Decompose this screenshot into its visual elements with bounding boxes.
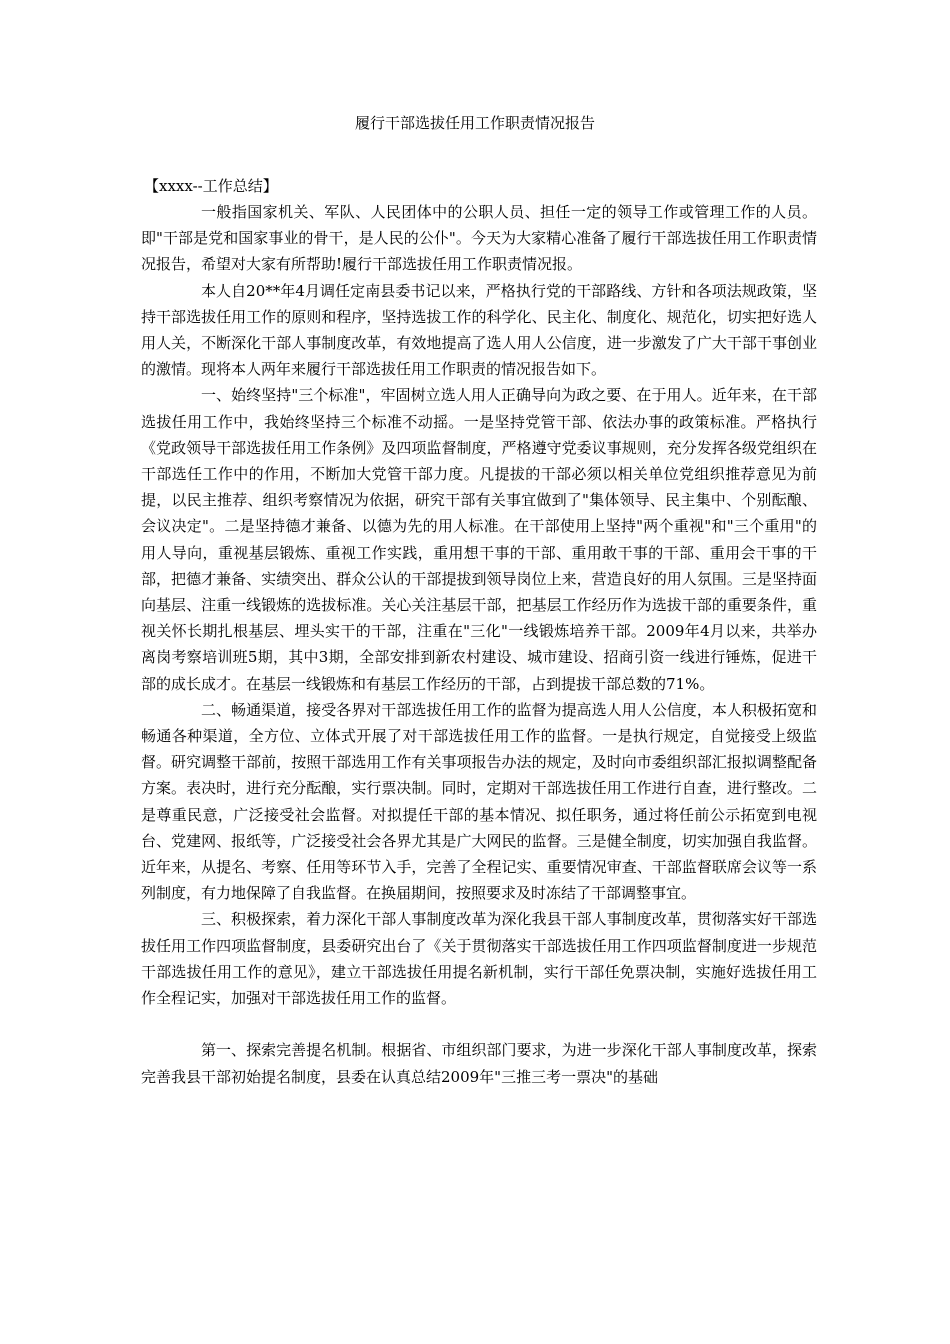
paragraph-section-two: 二、畅通渠道，接受各界对干部选拔任用工作的监督为提高选人用人公信度，本人积极拓宽和畅通各种渠道，全方位、立体式开展了对干部选拔任用工作的监督。一是执行规定，自觉接受上级监督。研究调整干部前，按照干部选用工作有关事项报告办法的规定，及时向市委组织部汇报拟调整配备方案。表决时，进行充分酝酿，实行票决制。同时，定期对干部选拔任用工作进行自查，进行整改。二是尊重民意，广泛接受社会监督。对拟提任干部的基本情况、拟任职务，通过将任前公示拓宽到电视台、党建网、报纸等，广泛接受社会各界尤其是广大网民的监督。三是健全制度，切实加强自我监督。近年来，从提名、考察、任用等环节入手，完善了全程记实、重要情况审查、干部监督联席会议等一系列制度，有力地保障了自我监督。在换届期间，按照要求及时冻结了干部调整事宜。	[141, 700, 817, 903]
document-body	[141, 173, 817, 1090]
paragraph-section-one: 一、始终坚持"三个标准"，牢固树立选人用人正确导向为政之要、在于用人。近年来，在干部选拔任用工作中，我始终坚持三个标准不动摇。一是坚持党管干部、依法办事的政策标准。严格执行《党政领导干部选拔任用工作条例》及四项监督制度，严格遵守党委议事规则，充分发挥各级党组织在干部选任工作中的作用，不断加大党管干部力度。凡提拔的干部必须以相关单位党组织推荐意见为前提，以民主推荐、组织考察情况为依据，研究干部有关事宜做到了"集体领导、民主集中、个别酝酿、会议决定"。二是坚持德才兼备、以德为先的用人标准。在干部使用上坚持"两个重视"和"三个重用"的用人导向，重视基层锻炼、重视工作实践，重用想干事的干部、重用敢干事的干部、重用会干事的干部，把德才兼备、实绩突出、群众公认的干部提拔到领导岗位上来，营造良好的用人氛围。三是坚持面向基层、注重一线锻炼的选拔标准。关心关注基层干部，把基层工作经历作为选拔干部的重要条件，重视关怀长期扎根基层、埋头实干的干部，注重在"三化"一线锻炼培养干部。2009年4月以来，共举办离岗考察培训班5期，其中3期，全部安排到新农村建设、城市建设、招商引资一线进行锤炼，促进干部的成长成才。在基层一线锻炼和有基层工作经历的干部，占到提拔干部总数的71%。	[141, 386, 817, 693]
paragraph-section-three: 三、积极探索，着力深化干部人事制度改革为深化我县干部人事制度改革，贯彻落实好干部选拔任用工作四项监督制度，县委研究出台了《关于贯彻落实干部选拔任用工作四项监督制度进一步规范干部选拔任用工作的意见》，建立干部选拔任用提名新机制，实行干部任免票决制，实施好选拔任用工作全程记实，加强对干部选拔任用工作的监督。	[141, 910, 817, 1008]
paragraph-background: 本人自20**年4月调任定南县委书记以来，严格执行党的干部路线、方针和各项法规政策，坚持干部选拔任用工作的原则和程序，坚持选拔工作的科学化、民主化、制度化、规范化，切实把好选人用人关，不断深化干部人事制度改革，有效地提高了选人用人公信度，进一步激发了广大干部干事创业的激情。现将本人两年来履行干部选拔任用工作职责的情况报告如下。	[141, 281, 817, 379]
paragraph-intro: 一般指国家机关、军队、人民团体中的公职人员、担任一定的领导工作或管理工作的人员。即"干部是党和国家事业的骨干，是人民的公仆"。今天为大家精心准备了履行干部选拔任用工作职责情况报告，希望对大家有所帮助!履行干部选拔任用工作职责情况报。	[141, 203, 817, 274]
document-title: 履行干部选拔任用工作职责情况报告	[354, 114, 595, 132]
paragraph-subsection-one: 第一、探索完善提名机制。根据省、市组织部门要求，为进一步深化干部人事制度改革，探索完善我县干部初始提名制度，县委在认真总结2009年"三推三考一票决"的基础	[141, 1041, 817, 1086]
category-tag: 【xxxx--工作总结】	[144, 177, 278, 195]
